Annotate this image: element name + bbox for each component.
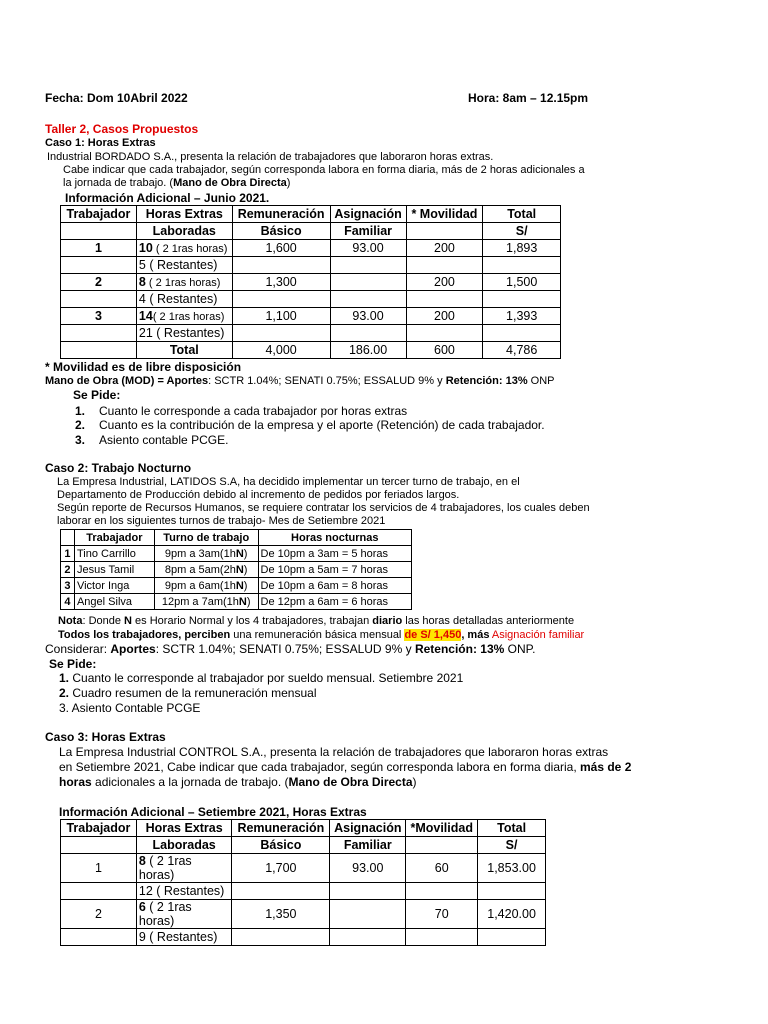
worker-cell <box>61 291 137 308</box>
header-cell: Horas Extras <box>136 206 232 223</box>
caso2-item-2: 2. Cuadro resumen de la remuneración mensual <box>59 686 317 700</box>
table-row <box>61 308 561 325</box>
header-cell: Trabajador <box>61 820 137 837</box>
table-row <box>61 883 546 900</box>
total-cell <box>483 257 561 274</box>
header-cell <box>406 223 483 240</box>
total-cell <box>483 291 561 308</box>
family-allowance-cell <box>330 291 406 308</box>
caso1-header-row-1 <box>61 206 561 223</box>
caso1-info-title: Información Adicional – Junio 2021. <box>65 191 270 205</box>
mobility-cell: 600 <box>406 342 483 359</box>
salary-cell: 1,350 <box>232 900 330 929</box>
caso3-p1: La Empresa Industrial CONTROL S.A., presenta la relación de trabajadores que laboraron horas extras <box>59 745 609 759</box>
caso3-header-row-2 <box>61 837 546 854</box>
caso1-table <box>60 205 561 359</box>
shift-cell: 9pm a 3am(1hN) <box>154 546 258 562</box>
salary-cell <box>232 929 330 946</box>
header-cell: Total <box>483 206 561 223</box>
total-cell <box>478 929 546 946</box>
table-row <box>61 578 412 594</box>
header-cell: Trabajador <box>74 530 154 546</box>
mobility-cell: 200 <box>406 240 483 257</box>
total-cell: 1,420.00 <box>478 900 546 929</box>
family-allowance-cell <box>330 325 406 342</box>
header-cell: S/ <box>478 837 546 854</box>
mobility-cell <box>406 291 483 308</box>
worker-cell: 1 <box>61 240 137 257</box>
caso1-item-2: 2. Cuanto es la contribución de la empresa y el aporte (Retención) de cada trabajador. <box>75 418 545 432</box>
header-cell <box>61 530 75 546</box>
header-cell: * Movilidad <box>406 206 483 223</box>
total-cell: 1,853.00 <box>478 854 546 883</box>
shift-cell: 12pm a 7am(1hN) <box>154 594 258 610</box>
caso1-intro1: Industrial BORDADO S.A., presenta la relación de trabajadores que laboraron horas extras. <box>47 151 494 163</box>
considerar-line: Considerar: Aportes: SCTR 1.04%; SENATI 0.75%; ESSALUD 9% y Retención: 13% ONP. <box>45 642 536 656</box>
header-cell: Remuneración <box>232 206 330 223</box>
worker-name-cell: Tino Carrillo <box>74 546 154 562</box>
salary-cell: 1,700 <box>232 854 330 883</box>
time-line: Hora: 8am – 12.15pm <box>468 91 589 105</box>
movilidad-note: * Movilidad es de libre disposición <box>45 360 242 374</box>
salary-cell <box>232 291 330 308</box>
worker-cell <box>61 342 137 359</box>
row-number-cell: 3 <box>61 578 75 594</box>
caso2-title: Caso 2: Trabajo Nocturno <box>45 461 192 475</box>
family-allowance-cell <box>330 929 406 946</box>
total-cell: 1,393 <box>483 308 561 325</box>
caso2-p4: laborar en los siguientes turnos de trabajo- Mes de Setiembre 2021 <box>57 515 386 527</box>
salary-cell: 1,300 <box>232 274 330 291</box>
night-hours-cell: De 12pm a 6am = 6 horas <box>258 594 411 610</box>
family-allowance-cell: 93.00 <box>330 240 406 257</box>
header-cell: Familiar <box>330 837 406 854</box>
hours-cell: 12 ( Restantes) <box>136 883 232 900</box>
header-cell: Familiar <box>330 223 406 240</box>
header-cell: *Movilidad <box>406 820 478 837</box>
salary-cell: 1,600 <box>232 240 330 257</box>
worker-cell: 3 <box>61 308 137 325</box>
caso3-table <box>60 819 546 946</box>
header-cell: Básico <box>232 223 330 240</box>
mobility-cell: 70 <box>406 900 478 929</box>
worker-cell <box>61 325 137 342</box>
caso3-p3: horas adicionales a la jornada de trabajo. (Mano de Obra Directa) <box>59 775 417 789</box>
table-row <box>61 854 546 883</box>
caso2-p3: Según reporte de Recursos Humanos, se requiere contratar los servicios de 4 trabajadores, los cuales deben <box>57 502 590 514</box>
family-allowance-cell: 186.00 <box>330 342 406 359</box>
salary-cell <box>232 257 330 274</box>
caso2-item-1: 1. Cuanto le corresponde al trabajador por sueldo mensual. Setiembre 2021 <box>59 671 464 685</box>
table-row <box>61 562 412 578</box>
table-row <box>61 325 561 342</box>
night-hours-cell: De 10pm a 6am = 8 horas <box>258 578 411 594</box>
worker-cell: 1 <box>61 854 137 883</box>
total-cell <box>478 883 546 900</box>
caso1-item-1: 1. Cuanto le corresponde a cada trabajador por horas extras <box>75 404 408 418</box>
family-allowance-cell <box>330 900 406 929</box>
taller-title: Taller 2, Casos Propuestos <box>45 122 199 136</box>
family-allowance-cell: 93.00 <box>330 308 406 325</box>
mobility-cell: 200 <box>406 274 483 291</box>
salary-cell <box>232 325 330 342</box>
caso3-title: Caso 3: Horas Extras <box>45 730 166 744</box>
date-line: Fecha: Dom 10Abril 2022 <box>45 91 188 105</box>
caso2-p2: Departamento de Producción debido al incremento de pedidos por feriados largos. <box>57 489 460 501</box>
worker-name-cell: Jesus Tamil <box>74 562 154 578</box>
table-row <box>61 291 561 308</box>
caso2-header-row <box>61 530 412 546</box>
mobility-cell: 60 <box>406 854 478 883</box>
total-cell <box>483 325 561 342</box>
worker-name-cell: Victor Inga <box>74 578 154 594</box>
hours-cell: 21 ( Restantes) <box>136 325 232 342</box>
worker-cell: 2 <box>61 274 137 291</box>
hours-cell: 8 ( 2 1ras horas) <box>136 274 232 291</box>
shift-cell: 9pm a 6am(1hN) <box>154 578 258 594</box>
salary-cell: 4,000 <box>232 342 330 359</box>
total-cell: 1,500 <box>483 274 561 291</box>
worker-cell: 2 <box>61 900 137 929</box>
family-allowance-cell: 93.00 <box>330 854 406 883</box>
caso1-intro2: Cabe indicar que cada trabajador, según corresponda labora en forma diaria, más de 2 horas adicionales a <box>63 164 585 176</box>
row-number-cell: 1 <box>61 546 75 562</box>
caso2-item-3: 3. Asiento Contable PCGE <box>59 701 201 715</box>
hours-cell: 9 ( Restantes) <box>136 929 232 946</box>
table-row <box>61 274 561 291</box>
header-cell <box>61 223 137 240</box>
worker-cell <box>61 883 137 900</box>
header-cell: Horas nocturnas <box>258 530 411 546</box>
table-row <box>61 900 546 929</box>
caso3-header-row-1 <box>61 820 546 837</box>
hours-cell: 10 ( 2 1ras horas) <box>136 240 232 257</box>
caso1-title: Caso 1: Horas Extras <box>45 137 156 149</box>
hours-cell: 5 ( Restantes) <box>136 257 232 274</box>
worker-cell <box>61 257 137 274</box>
mobility-cell <box>406 257 483 274</box>
nota-line: Nota: Donde N es Horario Normal y los 4 trabajadores, trabajan diario las horas detalladas anteriormente <box>58 615 575 627</box>
header-cell <box>61 837 137 854</box>
total-cell: 1,893 <box>483 240 561 257</box>
caso2-table <box>60 529 412 610</box>
table-row <box>61 342 561 359</box>
family-allowance-cell <box>330 257 406 274</box>
mobility-cell <box>406 929 478 946</box>
row-number-cell: 4 <box>61 594 75 610</box>
worker-cell <box>61 929 137 946</box>
caso3-info-title: Información Adicional – Setiembre 2021, Horas Extras <box>59 805 367 819</box>
caso1-se-pide: Se Pide: <box>73 388 121 402</box>
header-cell: Laboradas <box>136 223 232 240</box>
hours-cell: Total <box>136 342 232 359</box>
table-row <box>61 257 561 274</box>
shift-cell: 8pm a 5am(2hN) <box>154 562 258 578</box>
salary-cell <box>232 883 330 900</box>
mobility-cell: 200 <box>406 308 483 325</box>
header-cell: Horas Extras <box>136 820 232 837</box>
hours-cell: 8 ( 2 1ras horas) <box>136 854 232 883</box>
header-cell: Básico <box>232 837 330 854</box>
hours-cell: 14( 2 1ras horas) <box>136 308 232 325</box>
mobility-cell <box>406 883 478 900</box>
hours-cell: 6 ( 2 1ras horas) <box>136 900 232 929</box>
night-hours-cell: De 10pm a 5am = 7 horas <box>258 562 411 578</box>
header-cell: Laboradas <box>136 837 232 854</box>
header-cell: Trabajador <box>61 206 137 223</box>
mobility-cell <box>406 325 483 342</box>
todos-line: Todos los trabajadores, perciben una remuneración básica mensual de S/ 1,450, más Asignación familiar <box>58 629 585 641</box>
caso1-item-3: 3. Asiento contable PCGE. <box>75 433 229 447</box>
row-number-cell: 2 <box>61 562 75 578</box>
table-row <box>61 929 546 946</box>
table-row <box>61 594 412 610</box>
total-cell: 4,786 <box>483 342 561 359</box>
header-cell: Turno de trabajo <box>154 530 258 546</box>
caso1-intro3: la jornada de trabajo. (Mano de Obra Directa) <box>63 177 291 189</box>
caso1-header-row-2 <box>61 223 561 240</box>
header-cell: Remuneración <box>232 820 330 837</box>
hours-cell: 4 ( Restantes) <box>136 291 232 308</box>
caso2-se-pide: Se Pide: <box>49 657 97 671</box>
mod-line: Mano de Obra (MOD) = Aportes: SCTR 1.04%; SENATI 0.75%; ESSALUD 9% y Retención: 13% ONP <box>45 375 555 387</box>
family-allowance-cell <box>330 883 406 900</box>
table-row <box>61 240 561 257</box>
worker-name-cell: Angel Silva <box>74 594 154 610</box>
header-cell: Asignación <box>330 820 406 837</box>
header-cell: Total <box>478 820 546 837</box>
header-cell <box>406 837 478 854</box>
header-cell: Asignación <box>330 206 406 223</box>
salary-cell: 1,100 <box>232 308 330 325</box>
header-cell: S/ <box>483 223 561 240</box>
family-allowance-cell <box>330 274 406 291</box>
caso3-p2: en Setiembre 2021, Cabe indicar que cada trabajador, según corresponda labora en forma diaria, más de 2 <box>59 760 632 774</box>
table-row <box>61 546 412 562</box>
caso2-p1: La Empresa Industrial, LATIDOS S.A, ha decidido implementar un tercer turno de trabajo, en el <box>57 476 520 488</box>
night-hours-cell: De 10pm a 3am = 5 horas <box>258 546 411 562</box>
